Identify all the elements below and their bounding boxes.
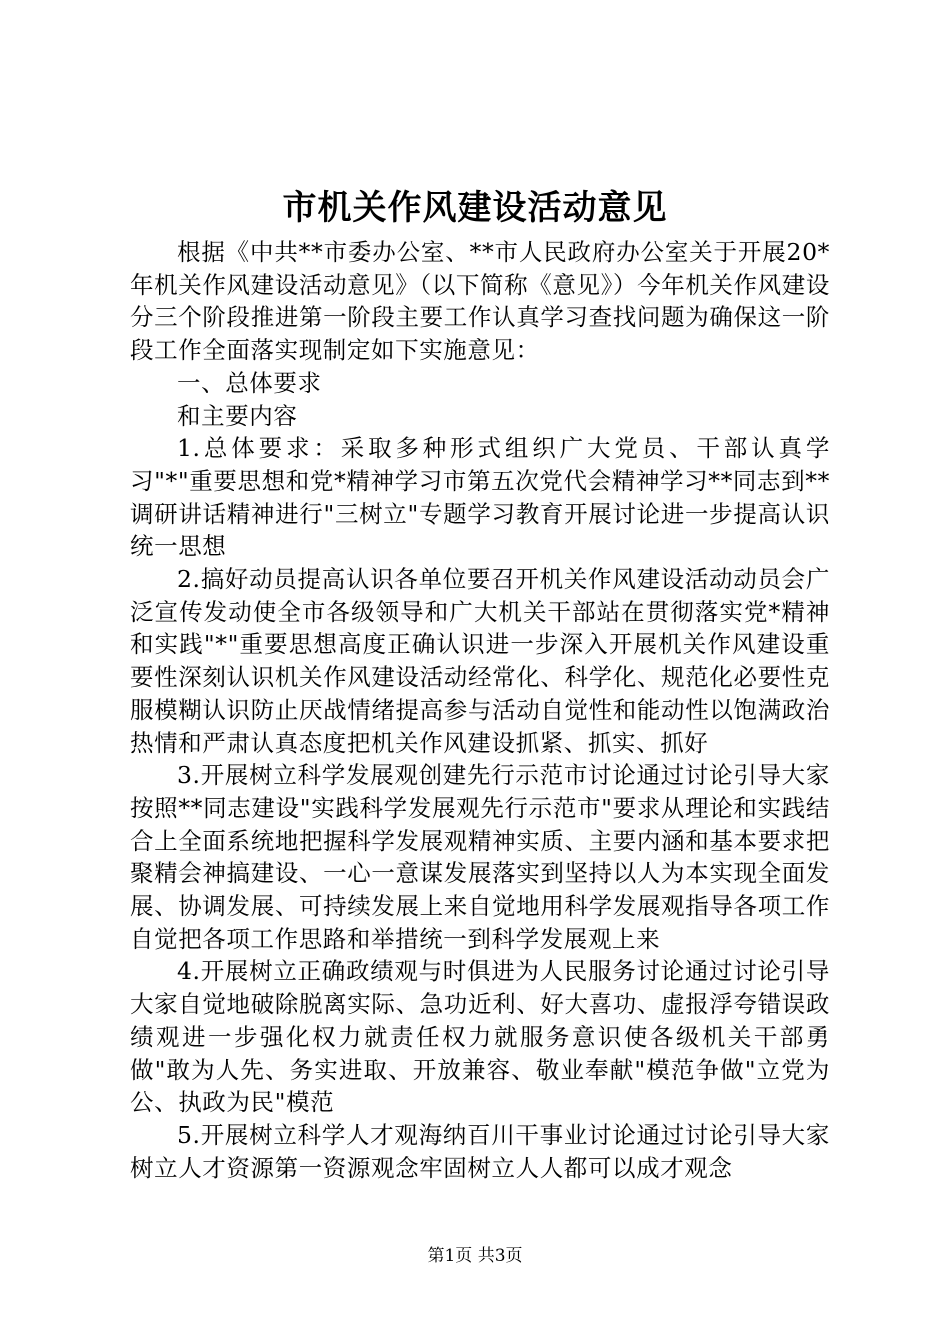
item-paragraph-3: 3.开展树立科学发展观创建先行示范市讨论通过讨论引导大家按照**同志建设"实践科学发展观先行示范市"要求从理论和实践结合上全面系统地把握科学发展观精神实质、主要内涵和基本要求把聚精会神搞建设、一心一意谋发展落实到坚持以人为本实现全面发展、协调发展、可持续发展上来自觉地用科学发展观指导各项工作自觉把各项工作思路和举措统一到科学发展观上来 [130, 761, 830, 953]
item-paragraph-2: 2.搞好动员提高认识各单位要召开机关作风建设活动动员会广泛宣传发动使全市各级领导和广大机关干部站在贯彻落实党*精神和实践"*"重要思想高度正确认识进一步深入开展机关作风建设重要性深刻认识机关作风建设活动经常化、科学化、规范化必要性克服模糊认识防止厌战情绪提高参与活动自觉性和能动性以饱满政治热情和严肃认真态度把机关作风建设抓紧、抓实、抓好 [130, 565, 830, 757]
section-heading-general: 一、总体要求 [177, 368, 322, 397]
item-paragraph-1: 1.总体要求：采取多种形式组织广大党员、干部认真学习"*"重要思想和党*精神学习市第五次党代会精神学习**同志到**调研讲话精神进行"三树立"专题学习教育开展讨论进一步提高认识统一思想 [130, 434, 830, 561]
document-body [130, 236, 830, 1184]
page-number-footer: 第1页 共3页 [427, 1246, 523, 1266]
intro-paragraph: 根据《中共**市委办公室、**市人民政府办公室关于开展20*年机关作风建设活动意见》（以下简称《意见》）今年机关作风建设分三个阶段推进第一阶段主要工作认真学习查找问题为确保这一阶段工作全面落实现制定如下实施意见： [130, 238, 830, 365]
item-paragraph-5: 5.开展树立科学人才观海纳百川干事业讨论通过讨论引导大家树立人才资源第一资源观念牢固树立人人都可以成才观念 [130, 1120, 830, 1182]
document-title: 市机关作风建设活动意见 [282, 188, 668, 228]
section-heading-content: 和主要内容 [177, 401, 298, 430]
item-paragraph-4: 4.开展树立正确政绩观与时俱进为人民服务讨论通过讨论引导大家自觉地破除脱离实际、急功近利、好大喜功、虚报浮夸错误政绩观进一步强化权力就责任权力就服务意识使各级机关干部勇做"敢为人先、务实进取、开放兼容、敬业奉献"模范争做"立党为公、执政为民"模范 [130, 957, 830, 1117]
